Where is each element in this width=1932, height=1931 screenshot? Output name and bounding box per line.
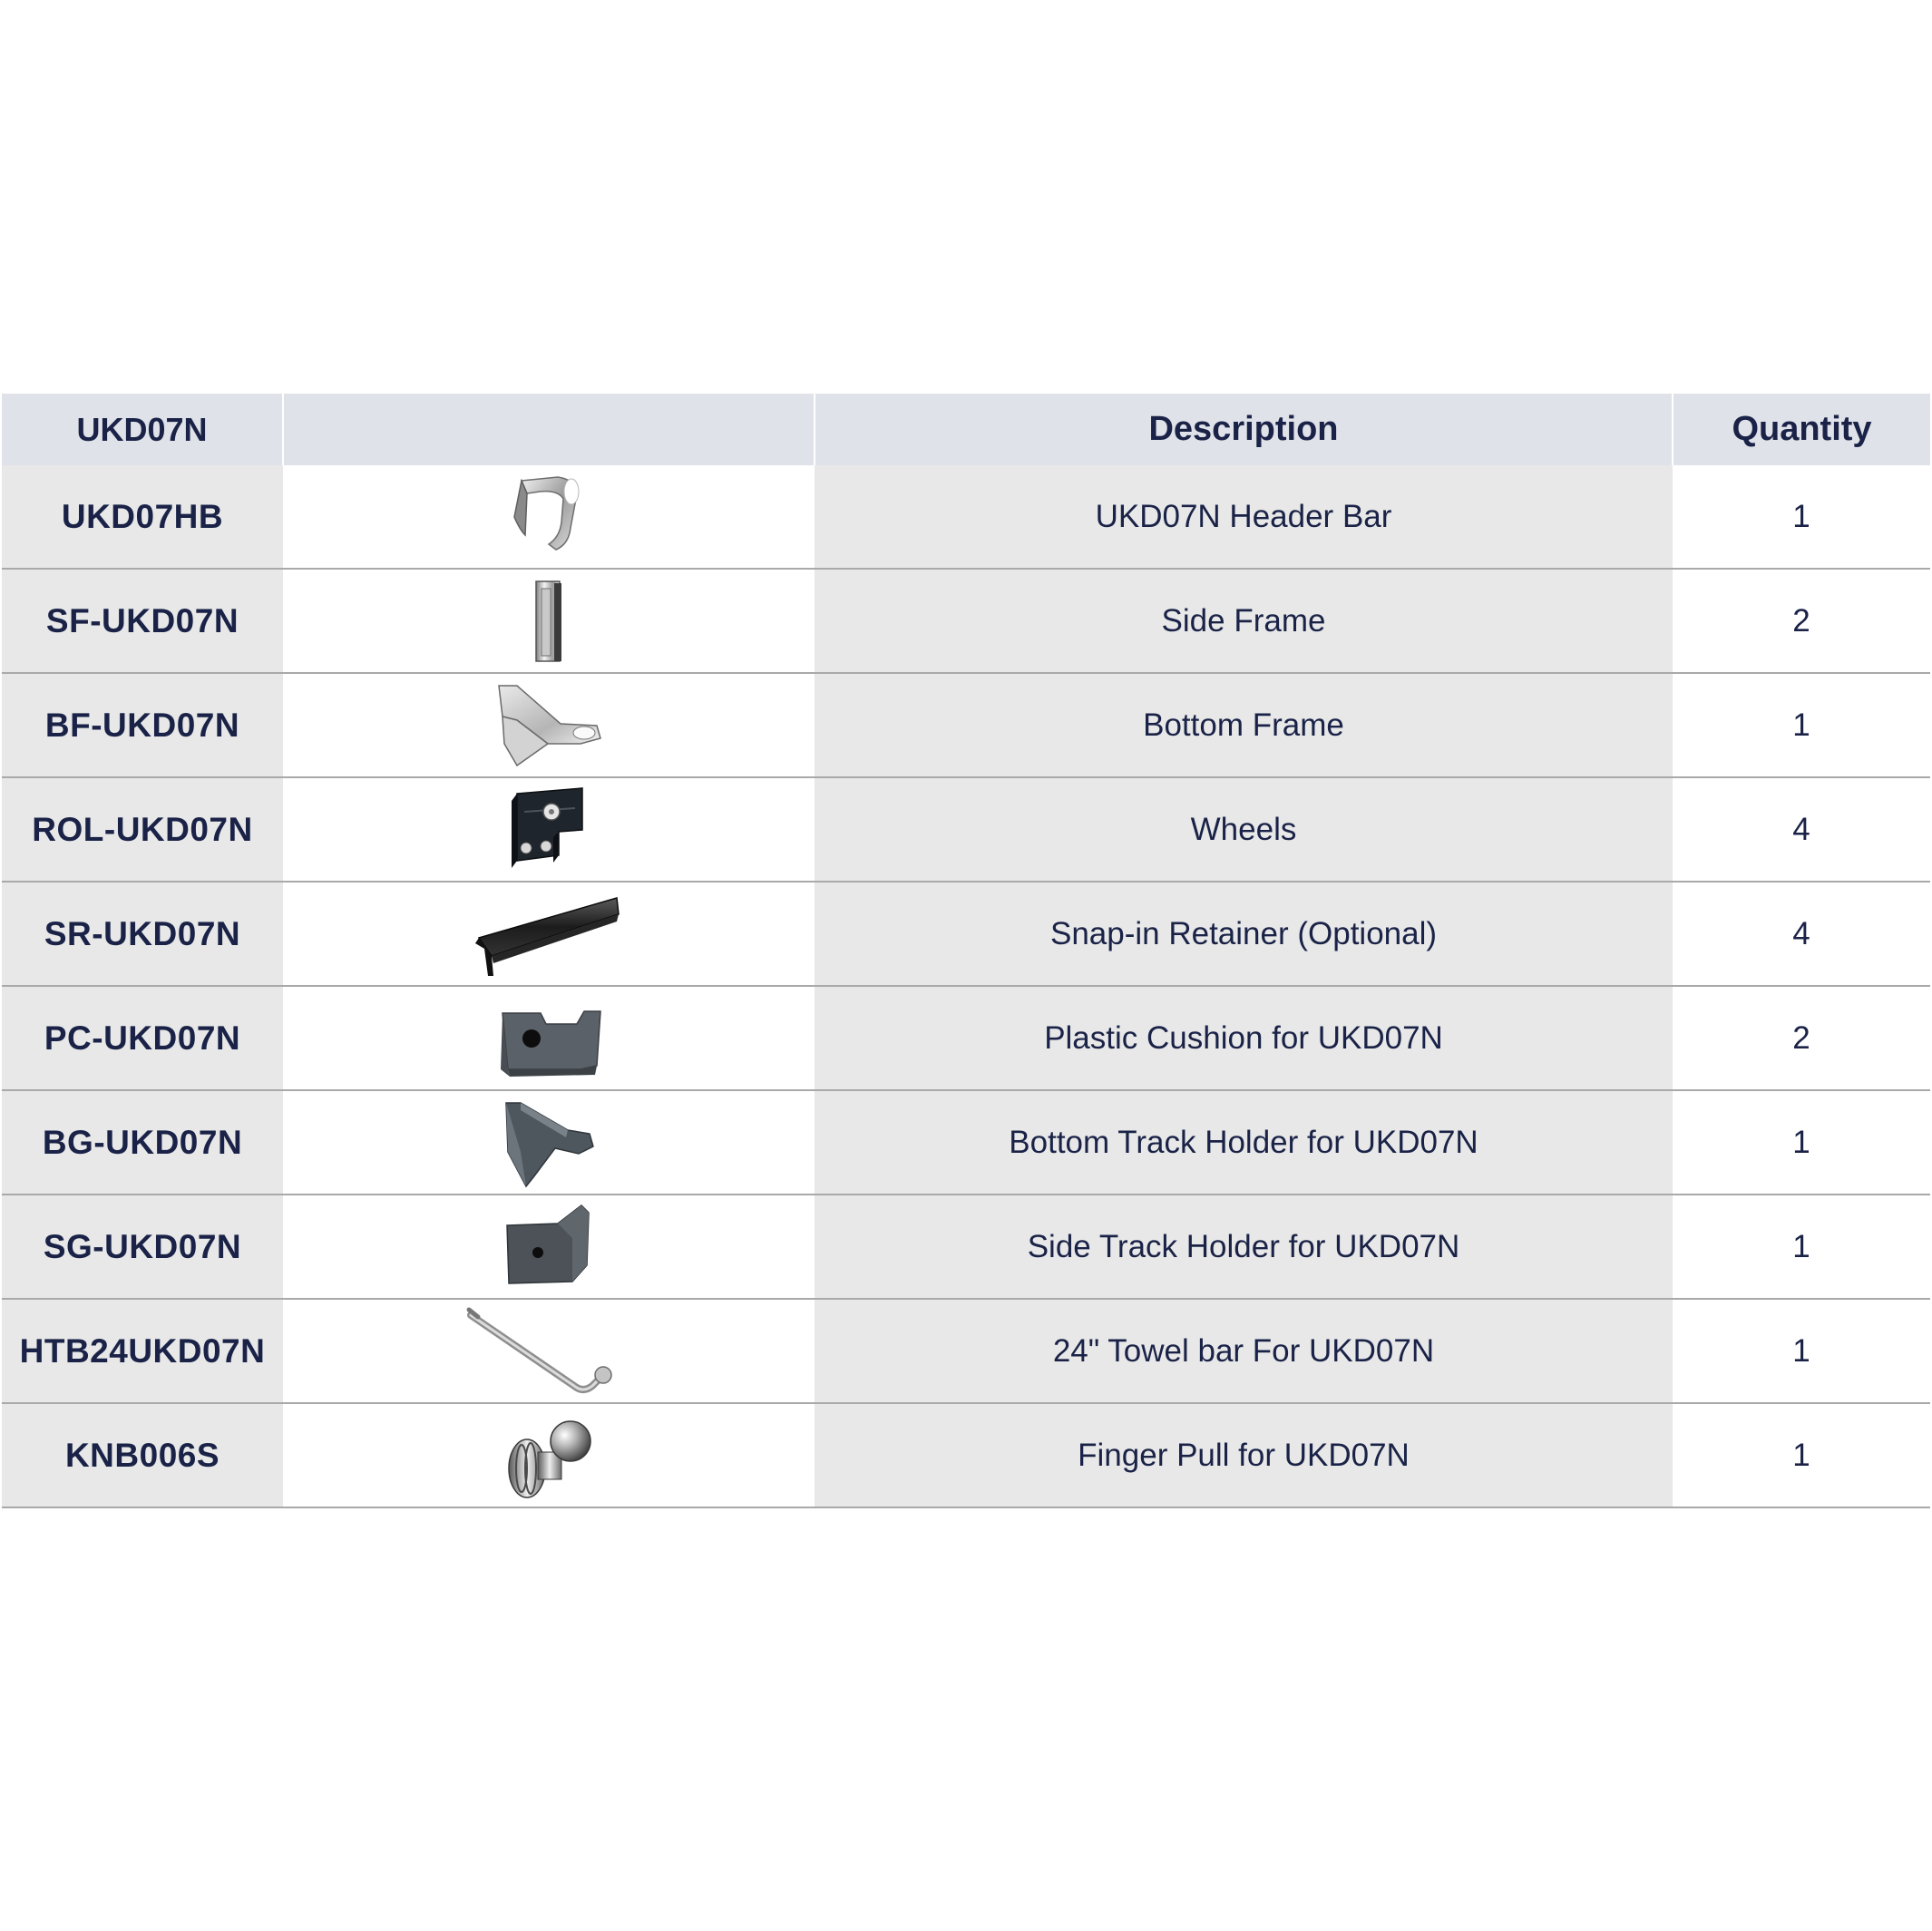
part-quantity: 2 — [1673, 986, 1930, 1090]
table-row — [2, 1299, 1930, 1403]
part-image-cell — [283, 777, 815, 882]
header-quantity: Quantity — [1673, 394, 1930, 465]
table-row — [2, 569, 1930, 673]
side-frame-icon — [522, 576, 576, 667]
part-image-cell — [283, 986, 815, 1090]
part-image-cell — [283, 882, 815, 986]
part-code: BG-UKD07N — [2, 1090, 283, 1195]
table-row — [2, 986, 1930, 1090]
part-description: UKD07N Header Bar — [815, 465, 1673, 569]
finger-pull-icon — [494, 1410, 603, 1501]
part-image-cell — [283, 465, 815, 569]
header-code: UKD07N — [2, 394, 283, 465]
part-quantity: 1 — [1673, 1299, 1930, 1403]
part-code: ROL-UKD07N — [2, 777, 283, 882]
part-code: BF-UKD07N — [2, 673, 283, 777]
table-row — [2, 1090, 1930, 1195]
part-image-cell — [283, 1403, 815, 1507]
table-row — [2, 777, 1930, 882]
parts-table — [2, 394, 1930, 1508]
table-row — [2, 882, 1930, 986]
part-description: Snap-in Retainer (Optional) — [815, 882, 1673, 986]
plastic-cushion-icon — [490, 993, 608, 1084]
part-quantity: 1 — [1673, 1403, 1930, 1507]
table-row — [2, 465, 1930, 569]
table-header-row — [2, 394, 1930, 465]
part-quantity: 1 — [1673, 1090, 1930, 1195]
part-quantity: 4 — [1673, 777, 1930, 882]
bottom-track-holder-icon — [490, 1097, 608, 1188]
part-description: 24" Towel bar For UKD07N — [815, 1299, 1673, 1403]
part-code: HTB24UKD07N — [2, 1299, 283, 1403]
part-quantity: 4 — [1673, 882, 1930, 986]
part-image-cell — [283, 569, 815, 673]
header-image — [283, 394, 815, 465]
side-track-holder-icon — [494, 1202, 603, 1292]
part-image-cell — [283, 1299, 815, 1403]
part-image-cell — [283, 1195, 815, 1299]
part-code: SG-UKD07N — [2, 1195, 283, 1299]
part-description: Side Track Holder for UKD07N — [815, 1195, 1673, 1299]
table-row — [2, 1403, 1930, 1507]
part-image-cell — [283, 673, 815, 777]
part-code: SR-UKD07N — [2, 882, 283, 986]
part-quantity: 1 — [1673, 1195, 1930, 1299]
towel-bar-icon — [458, 1306, 639, 1397]
part-image-cell — [283, 1090, 815, 1195]
table-row — [2, 1195, 1930, 1299]
part-code: KNB006S — [2, 1403, 283, 1507]
part-quantity: 2 — [1673, 569, 1930, 673]
part-code: SF-UKD07N — [2, 569, 283, 673]
part-quantity: 1 — [1673, 673, 1930, 777]
table-row — [2, 673, 1930, 777]
header-bar-icon — [494, 472, 603, 562]
part-description: Side Frame — [815, 569, 1673, 673]
part-quantity: 1 — [1673, 465, 1930, 569]
snap-in-retainer-icon — [472, 889, 626, 980]
part-description: Finger Pull for UKD07N — [815, 1403, 1673, 1507]
header-description: Description — [815, 394, 1673, 465]
wheels-icon — [499, 785, 599, 875]
part-code: PC-UKD07N — [2, 986, 283, 1090]
part-description: Plastic Cushion for UKD07N — [815, 986, 1673, 1090]
part-description: Bottom Track Holder for UKD07N — [815, 1090, 1673, 1195]
bottom-frame-icon — [490, 680, 608, 771]
part-code: UKD07HB — [2, 465, 283, 569]
part-description: Bottom Frame — [815, 673, 1673, 777]
part-description: Wheels — [815, 777, 1673, 882]
